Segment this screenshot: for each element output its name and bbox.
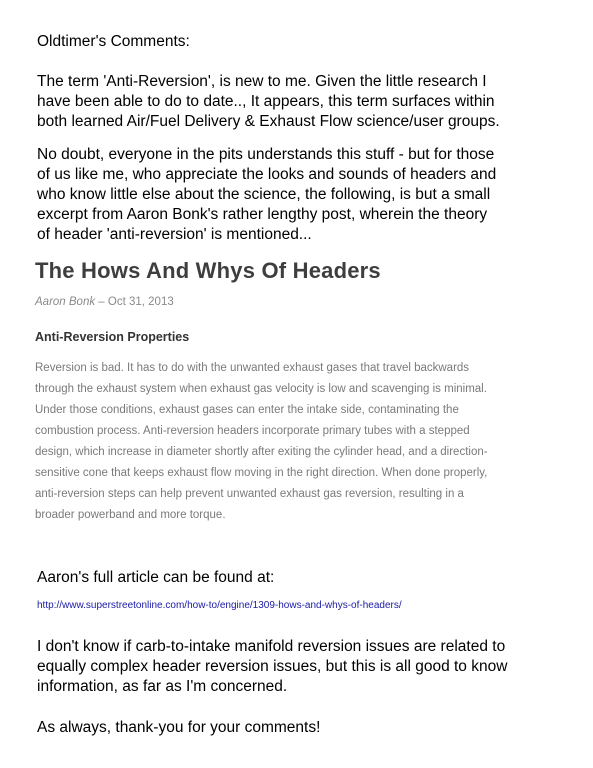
intro-line: The term 'Anti-Reversion', is new to me. Given the little research I bbox=[37, 73, 487, 90]
context-line: excerpt from Aaron Bonk's rather lengthy post, wherein the theory bbox=[37, 206, 488, 223]
context-line: of header 'anti-reversion' is mentioned... bbox=[37, 226, 312, 243]
article-link[interactable]: http://www.superstreetonline.com/how-to/engine/1309-hows-and-whys-of-headers/ bbox=[37, 600, 402, 611]
closing-line: information, as far as I'm concerned. bbox=[37, 678, 288, 695]
excerpt-author: Aaron Bonk bbox=[35, 296, 96, 308]
excerpt-title: The Hows And Whys Of Headers bbox=[35, 258, 381, 283]
article-link-intro: Aaron's full article can be found at: bbox=[37, 569, 275, 586]
context-line: of us like me, who appreciate the looks and sounds of headers and bbox=[37, 166, 497, 183]
closing-line: equally complex header reversion issues, but this is all good to know bbox=[37, 658, 508, 675]
excerpt-line: through the exhaust system when exhaust gas velocity is low and scavenging is minimal. bbox=[35, 383, 487, 395]
page-title: Oldtimer's Comments: bbox=[37, 33, 190, 50]
excerpt-subheading: Anti-Reversion Properties bbox=[35, 330, 190, 344]
excerpt-line: broader powerband and more torque. bbox=[35, 509, 226, 521]
closing-thanks: As always, thank-you for your comments! bbox=[37, 719, 321, 736]
excerpt-line: design, which increase in diameter shortly after exiting the cylinder head, and a direction- bbox=[35, 446, 488, 458]
context-line: No doubt, everyone in the pits understands this stuff - but for those bbox=[37, 146, 495, 163]
excerpt-line: anti-reversion steps can help prevent unwanted exhaust gas reversion, resulting in a bbox=[35, 488, 464, 500]
excerpt-line: Reversion is bad. It has to do with the unwanted exhaust gases that travel backwards bbox=[35, 362, 470, 374]
intro-line: have been able to do to date.., It appears, this term surfaces within bbox=[37, 93, 495, 110]
intro-line: both learned Air/Fuel Delivery & Exhaust Flow science/user groups. bbox=[37, 113, 500, 130]
excerpt-byline bbox=[35, 296, 174, 308]
excerpt-line: Under those conditions, exhaust gases can enter the intake side, contaminating the bbox=[35, 404, 459, 416]
excerpt-date: – Oct 31, 2013 bbox=[95, 296, 174, 308]
closing-line: I don't know if carb-to-intake manifold reversion issues are related to bbox=[37, 638, 506, 655]
excerpt-body bbox=[35, 358, 488, 526]
context-line: who know little else about the science, the following, is but a small bbox=[37, 186, 491, 203]
excerpt-line: combustion process. Anti-reversion headers incorporate primary tubes with a stepped bbox=[35, 425, 470, 437]
excerpt-line: sensitive cone that keeps exhaust flow moving in the right direction. When done properly, bbox=[35, 467, 488, 479]
